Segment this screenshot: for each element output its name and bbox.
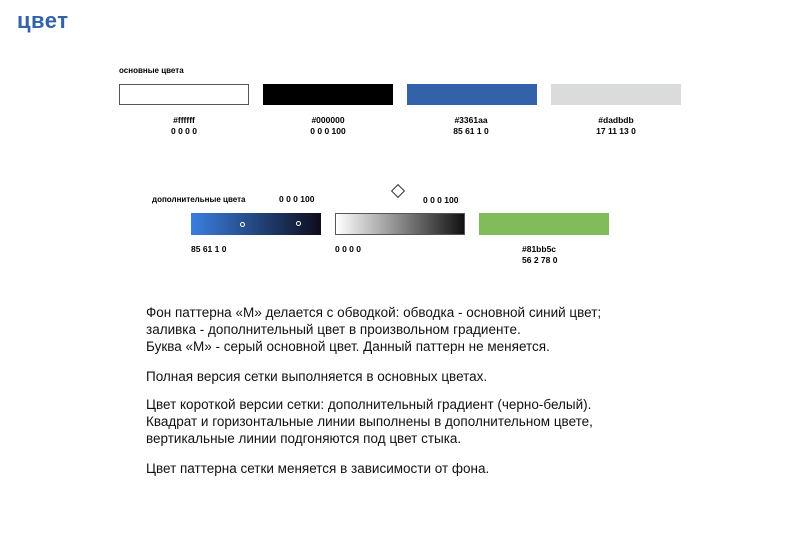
swatch-green-codes [522, 244, 557, 266]
swatch-green-cmyk: 56 2 78 0 [522, 255, 558, 265]
swatch-blue [407, 84, 537, 105]
description-line: Фон паттерна «М» делается с обводкой: обводка - основной синий цвет; [146, 305, 602, 320]
swatch-black-cmyk: 0 0 0 100 [310, 126, 346, 136]
swatch-gray [551, 84, 681, 105]
description-line: заливка - дополнительный цвет в произвольном градиенте. [146, 322, 521, 337]
gradient-gray-swatch [335, 213, 465, 235]
description-paragraph-4 [146, 460, 706, 477]
page-title: цвет [17, 8, 69, 33]
swatch-black-hex: #000000 [311, 115, 345, 125]
swatch-white-codes [134, 115, 234, 137]
gradient-stop-start-icon [240, 222, 245, 227]
swatch-blue-cmyk: 85 61 1 0 [453, 126, 489, 136]
description-line: Квадрат и горизонтальные линии выполнены в дополнительном цвете, [146, 414, 593, 429]
swatch-green [479, 213, 609, 235]
description-line: Полная версия сетки выполняется в основных цветах. [146, 369, 488, 384]
main-colors-label: основные цвета [119, 66, 184, 75]
gradient-blue-swatch [191, 213, 321, 235]
gradient-stop-diamond-icon [391, 184, 405, 198]
swatch-gray-cmyk: 17 11 13 0 [596, 126, 636, 136]
description-line: вертикальные линии подгоняются под цвет стыка. [146, 431, 462, 446]
description-line: Цвет короткой версии сетки: дополнительный градиент (черно-белый). [146, 397, 592, 412]
swatch-gray-codes [566, 115, 666, 137]
swatch-white-hex: #ffffff [173, 115, 195, 125]
gradient-gray-start-cmyk: 0 0 0 0 [335, 244, 361, 254]
gradient-blue-start-cmyk: 85 61 1 0 [191, 244, 227, 254]
extra-colors-label: дополнительные цвета [152, 195, 246, 204]
swatch-green-hex: #81bb5c [522, 244, 557, 254]
swatch-black [263, 84, 393, 105]
swatch-white [119, 84, 249, 105]
gradient-blue-end-cmyk: 0 0 0 100 [279, 194, 315, 204]
swatch-gray-hex: #dadbdb [598, 115, 634, 125]
swatch-blue-codes [421, 115, 521, 137]
swatch-blue-hex: #3361aa [454, 115, 488, 125]
description-paragraph-1 [146, 304, 706, 355]
description-paragraph-2 [146, 368, 706, 385]
swatch-black-codes [278, 115, 378, 137]
description-line: Цвет паттерна сетки меняется в зависимости от фона. [146, 461, 490, 476]
description-paragraph-3 [146, 396, 706, 447]
gradient-gray-end-cmyk: 0 0 0 100 [423, 195, 459, 205]
gradient-stop-end-icon [296, 221, 301, 226]
swatch-white-cmyk: 0 0 0 0 [171, 126, 197, 136]
description-line: Буква «М» - серый основной цвет. Данный паттерн не меняется. [146, 339, 550, 354]
